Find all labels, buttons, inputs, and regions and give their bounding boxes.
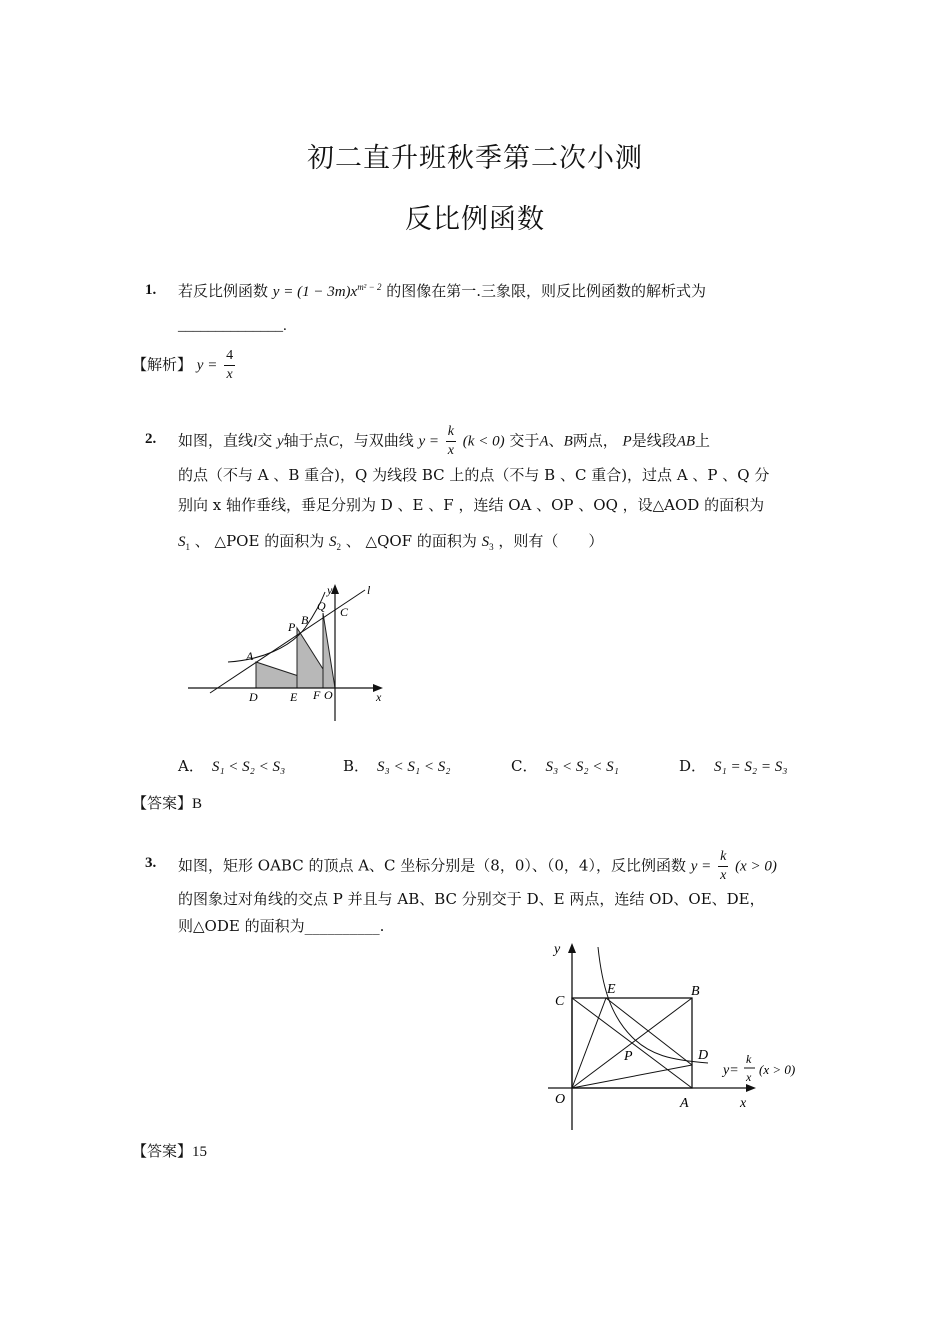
q3-function-denominator: x bbox=[720, 868, 727, 883]
question-2-number: 2. bbox=[145, 431, 157, 447]
q3-function-lhs: y = bbox=[690, 858, 712, 875]
q3-label-A: A bbox=[680, 1096, 689, 1111]
q3-label-C: C bbox=[555, 994, 565, 1009]
q1-analysis-denominator: x bbox=[226, 367, 233, 382]
q3-label-y: y bbox=[554, 942, 561, 957]
q2-S3-sub: 3 bbox=[489, 542, 494, 552]
q2-choice-a-label: A． bbox=[178, 757, 204, 775]
page-subtitle: 反比例函数 bbox=[405, 204, 545, 235]
question-3-number: 3. bbox=[145, 855, 157, 871]
q2-l1-P: P bbox=[622, 433, 632, 450]
q1-exponent: m² − 2 bbox=[357, 282, 382, 292]
q2-label-l: l bbox=[367, 583, 371, 597]
q3-fn-label-k: k bbox=[746, 1052, 752, 1066]
q2-choice-c-label: C． bbox=[511, 757, 538, 775]
q2-label-B: B bbox=[301, 613, 309, 627]
q2-l1-g: 两点， bbox=[572, 431, 618, 450]
q2-l1-d: ，与双曲线 bbox=[338, 431, 414, 450]
q2-l1-y: y bbox=[276, 433, 284, 450]
q3-y-arrow-icon bbox=[568, 943, 576, 953]
q3-answer bbox=[132, 1140, 207, 1161]
q3-label-E: E bbox=[607, 982, 616, 997]
q2-label-y: y bbox=[327, 583, 333, 597]
q2-choice-c bbox=[511, 755, 619, 776]
q2-label-x: x bbox=[376, 690, 382, 704]
q2-label-F: F bbox=[313, 688, 321, 702]
q3-fn-label-y: y= bbox=[723, 1063, 739, 1078]
q1-formula: y = (1 − 3m)x bbox=[272, 284, 358, 300]
q2-choice-c-text: S₃ < S₂ < S₁ bbox=[545, 759, 619, 775]
q1-answer-blank: ______________. bbox=[178, 318, 287, 334]
q2-figure bbox=[180, 578, 390, 728]
q3-label-x: x bbox=[740, 1096, 747, 1111]
q2-l1-C: C bbox=[328, 433, 339, 450]
q2-l4-a: 、 △POE 的面积为 bbox=[194, 532, 325, 550]
question-2-line-1 bbox=[178, 423, 710, 460]
q2-hyperbola-lhs: y = bbox=[418, 433, 440, 450]
q3-function-numerator: k bbox=[718, 848, 728, 867]
q2-choice-a bbox=[178, 755, 285, 776]
q1-post: 的图像在第一.三象限，则反比例函数的解析式为 bbox=[386, 282, 707, 300]
q2-l1-A: A bbox=[539, 433, 549, 450]
question-1-number: 1. bbox=[145, 282, 157, 298]
q2-hyperbola-fraction bbox=[446, 423, 456, 460]
q3-label-D: D bbox=[698, 1048, 709, 1063]
q2-choice-a-text: S₁ < S₂ < S₃ bbox=[211, 759, 286, 775]
q2-l1-h: 是线段 bbox=[631, 431, 677, 450]
q2-l1-c: 轴于点 bbox=[283, 431, 329, 450]
q3-segment-OE bbox=[572, 998, 606, 1088]
q2-choice-d-text: S₁ = S₂ = S₃ bbox=[714, 759, 788, 775]
q3-answer-value: 15 bbox=[192, 1144, 208, 1160]
q3-fn-label-x: x bbox=[746, 1070, 752, 1084]
question-2-line-4 bbox=[178, 530, 603, 552]
q2-l1-AB: AB bbox=[676, 433, 696, 450]
q1-pre: 若反比例函数 bbox=[178, 282, 269, 300]
question-3-line-1 bbox=[178, 848, 777, 885]
q1-analysis-fraction bbox=[224, 347, 235, 384]
question-3-line-2: 的图象过对角线的交点 P 并且与 AB、BC 分别交于 D、E 两点，连结 OD、OE、DE， bbox=[178, 890, 765, 908]
q2-S1: S bbox=[178, 534, 186, 550]
q2-label-P: P bbox=[288, 620, 296, 634]
q2-l1-l: l bbox=[253, 433, 258, 450]
q1-analysis bbox=[132, 347, 237, 384]
q3-answer-label: 【答案】 bbox=[132, 1142, 193, 1160]
q2-choice-b bbox=[343, 755, 450, 776]
q2-l1-B: B bbox=[563, 433, 573, 450]
q3-function-fraction bbox=[718, 848, 728, 885]
q3-label-O: O bbox=[555, 1092, 566, 1107]
q3-label-B: B bbox=[691, 984, 700, 999]
q2-l4-b: 、 △QOF 的面积为 bbox=[345, 532, 477, 550]
q2-answer-label: 【答案】 bbox=[132, 794, 193, 812]
page-title: 初二直升班秋季第二次小测 bbox=[307, 143, 643, 174]
q2-hyperbola-numerator: k bbox=[446, 423, 456, 442]
q2-choice-d bbox=[679, 755, 787, 776]
q2-answer bbox=[132, 792, 202, 813]
q2-label-D: D bbox=[249, 690, 258, 704]
q1-analysis-lhs: y = bbox=[196, 357, 218, 374]
q2-label-A: A bbox=[246, 649, 254, 663]
q3-fn-label-cond: (x > 0) bbox=[759, 1062, 796, 1077]
q2-l4-c: ，则有（ ） bbox=[498, 532, 604, 550]
q3-figure bbox=[540, 935, 815, 1130]
q1-analysis-label: 【解析】 bbox=[132, 355, 193, 374]
q2-S2: S bbox=[328, 534, 337, 550]
q2-l1-i: 上 bbox=[695, 431, 711, 450]
q2-choice-d-label: D． bbox=[679, 757, 707, 775]
q3-function-condition: (x > 0) bbox=[735, 858, 777, 875]
q3-segment-OD bbox=[572, 1065, 692, 1088]
q2-hyperbola-condition: (k < 0) bbox=[462, 433, 505, 450]
q2-choice-b-label: B． bbox=[343, 757, 370, 775]
q3-x-arrow-icon bbox=[746, 1084, 756, 1092]
q2-choice-b-text: S₃ < S₁ < S₂ bbox=[377, 759, 451, 775]
q3-label-P: P bbox=[624, 1049, 633, 1064]
q2-l1-a: 如图，直线 bbox=[178, 431, 254, 450]
q2-S3: S bbox=[481, 534, 490, 550]
q2-hyperbola-denominator: x bbox=[447, 443, 455, 458]
q2-S2-sub: 2 bbox=[336, 542, 341, 552]
q3-l1-a: 如图，矩形 OABC 的顶点 A、C 坐标分别是（8，0）、（0，4），反比例函数 bbox=[178, 856, 686, 875]
q2-l1-e: 交于 bbox=[509, 431, 540, 450]
q2-triangle-QOF bbox=[323, 613, 335, 688]
question-3-line-3: 则△ODE 的面积为__________. bbox=[178, 917, 385, 935]
question-2-line-3: 别向 x 轴作垂线，垂足分别为 D 、E 、F ，连结 OA 、OP 、OQ ，设△AOD 的面积为 bbox=[178, 496, 765, 514]
q2-answer-value: B bbox=[192, 796, 203, 812]
q1-analysis-numerator: 4 bbox=[224, 347, 235, 366]
q2-S1-sub: 1 bbox=[185, 542, 190, 552]
q2-label-E: E bbox=[290, 690, 298, 704]
question-1-text bbox=[178, 280, 706, 301]
q2-label-O: O bbox=[324, 688, 333, 702]
q2-label-C: C bbox=[340, 605, 349, 619]
q2-l1-b: 交 bbox=[257, 431, 273, 450]
question-2-line-2: 的点（不与 A 、B 重合)，Q 为线段 BC 上的点（不与 B 、C 重合)，过点 A 、P 、Q 分 bbox=[178, 466, 770, 484]
q2-l1-f: 、 bbox=[548, 431, 564, 450]
q2-label-Q: Q bbox=[317, 599, 326, 613]
